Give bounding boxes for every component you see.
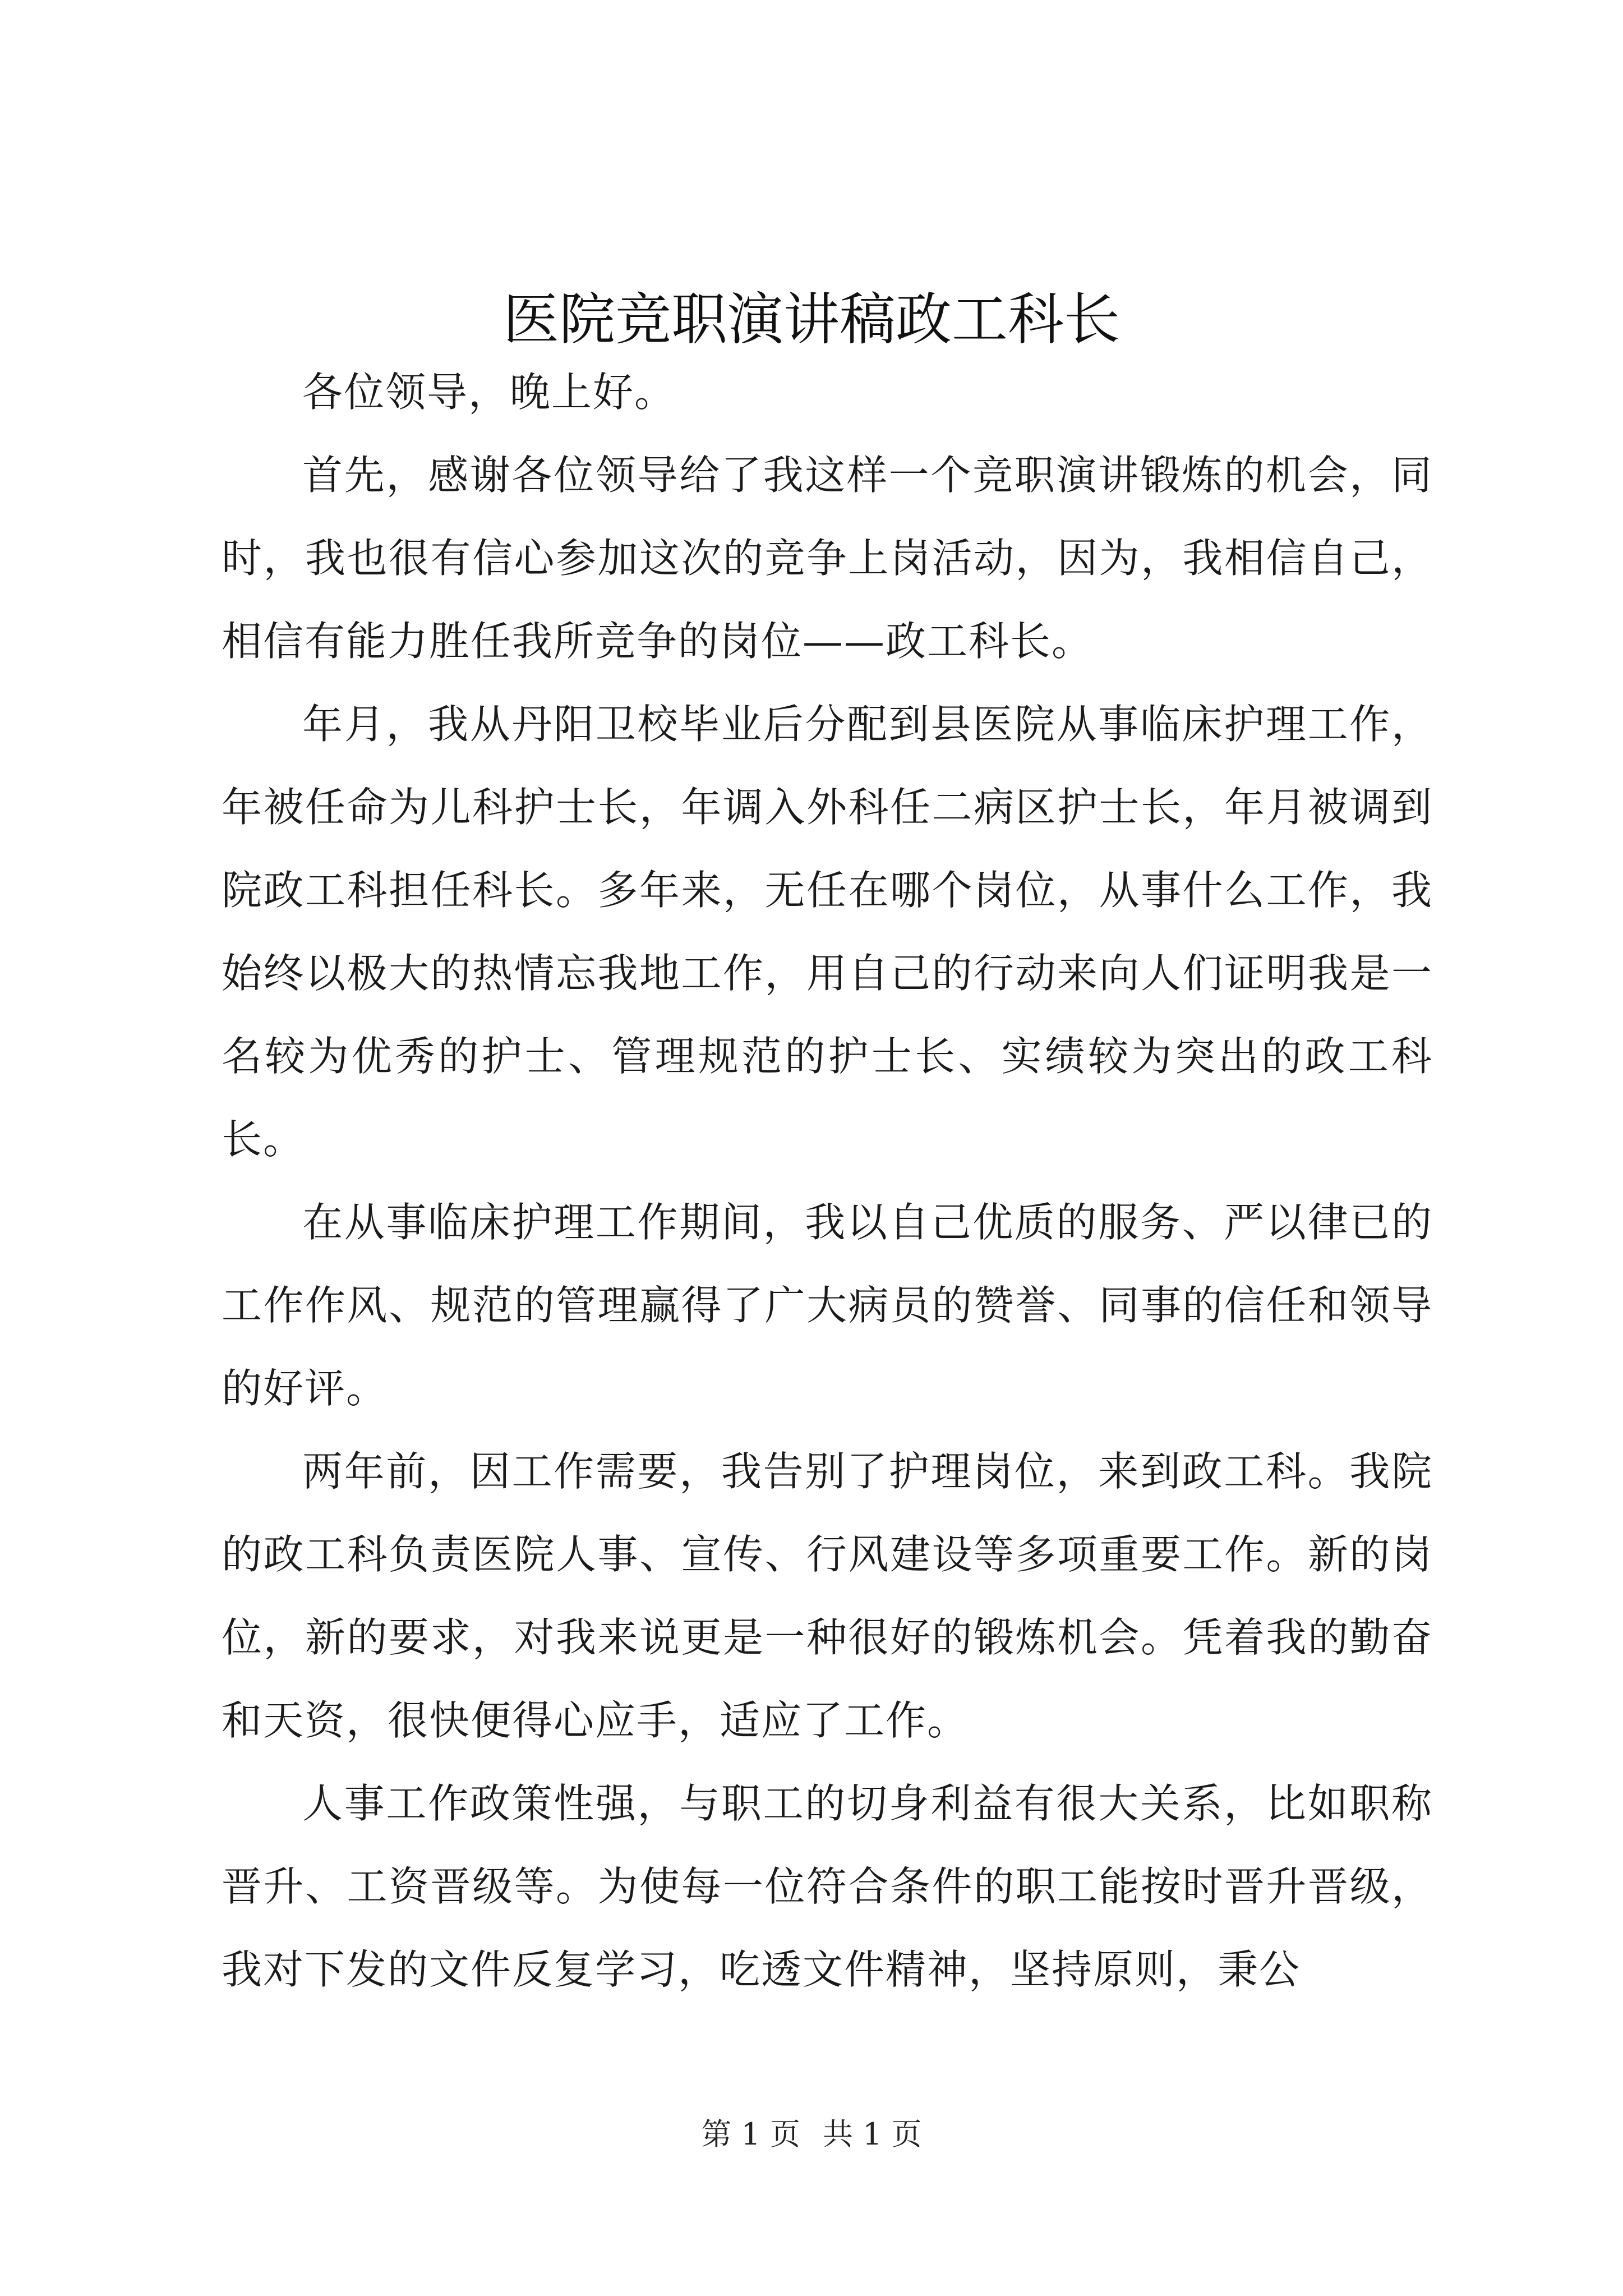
document-body [222, 351, 1433, 2011]
page-total-label: 共 1 页 [823, 2116, 922, 2152]
document-title: 医院竞职演讲稿政工科长 [503, 287, 1120, 352]
paragraph-greeting: 各位领导，晚上好。 [302, 369, 676, 416]
paragraph-political-work: 两年前，因工作需要，我告别了护理岗位，来到政工科。我院的政工科负责医院人事、宣传、行风建设等多项重要工作。新的岗位，新的要求，对我来说更是一种很好的锻炼机会。凭着我的勤奋和天资，很快便得心应手，适应了工作。 [222, 1448, 1433, 1744]
paragraph-thanks: 首先，感谢各位领导给了我这样一个竞职演讲锻炼的机会，同时，我也很有信心参加这次的竞争上岗活动，因为，我相信自己，相信有能力胜任我所竞争的岗位——政工科长。 [222, 452, 1433, 665]
page-footer [0, 2115, 1623, 2154]
paragraph-career-history: 年月，我从丹阳卫校毕业后分配到县医院从事临床护理工作，年被任命为儿科护士长，年调入外科任二病区护士长，年月被调到院政工科担任科长。多年来，无任在哪个岗位，从事什么工作，我始终以极大的热情忘我地工作，用自己的行动来向人们证明我是一名较为优秀的护士、管理规范的护士长、实绩较为突出的政工科长。 [222, 701, 1433, 1163]
paragraph-personnel-work: 人事工作政策性强，与职工的切身利益有很大关系，比如职称晋升、工资晋级等。为使每一位符合条件的职工能按时晋升晋级，我对下发的文件反复学习，吃透文件精神，坚持原则，秉公 [222, 1780, 1433, 1993]
paragraph-nursing-work: 在从事临床护理工作期间，我以自己优质的服务、严以律已的工作作风、规范的管理赢得了广大病员的赞誉、同事的信任和领导的好评。 [222, 1199, 1433, 1412]
page-number-label: 第 1 页 [701, 2116, 800, 2152]
